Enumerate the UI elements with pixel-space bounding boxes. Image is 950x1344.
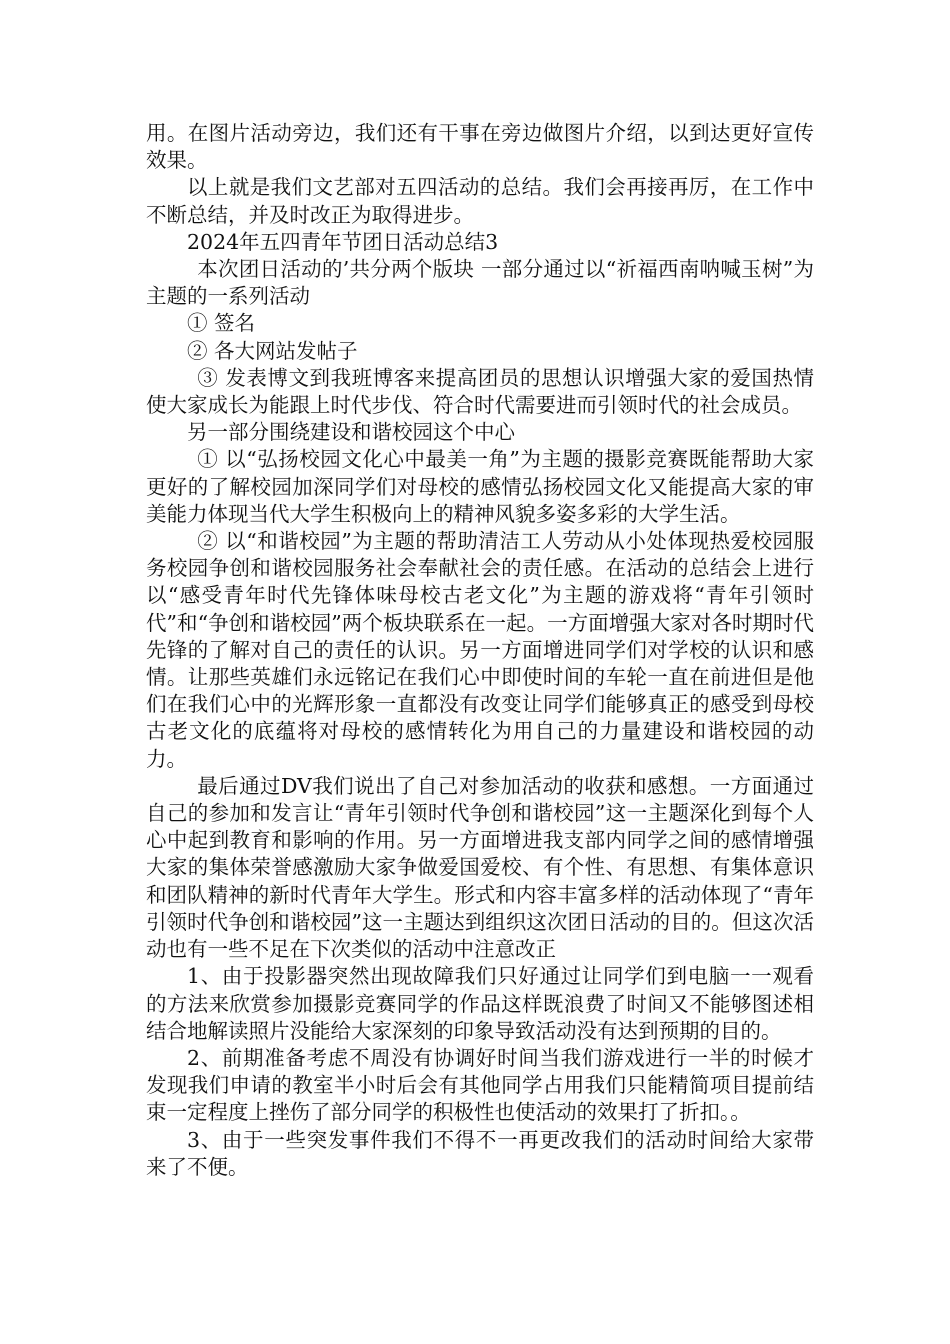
paragraph: 本次团日活动的’共分两个版块 一部分通过以“祈福西南呐喊玉树”为主题的一系列活动 <box>146 257 814 309</box>
list-item: 2、前期准备考虑不周没有协调好时间当我们游戏进行一半的时候才发现我们申请的教室半小时后会有其他同学占用我们只能精简项目提前结束一定程度上挫伤了部分同学的积极性也使活动的效果打了折扣。。 <box>146 1045 814 1125</box>
list-item: 3、由于一些突发事件我们不得不一再更改我们的活动时间给大家带来了不便。 <box>146 1127 814 1179</box>
paragraph: 另一部分围绕建设和谐校园这个中心 <box>187 420 515 445</box>
paragraph: 最后通过DV我们说出了自己对参加活动的收获和感想。一方面通过自己的参加和发言让“青年引领时代争创和谐校园”这一主题深化到每个人心中起到教育和影响的作用。另一方面增进我支部内同学之间的感情增强大家的集体荣誉感激励大家争做爱国爱校、有个性、有思想、有集体意识和团队精神的新时代青年大学生。形式和内容丰富多样的活动体现了“青年引领时代争创和谐校园”这一主题达到组织这次团日活动的目的。但这次活动也有一些不足在下次类似的活动中注意改正 <box>146 773 814 962</box>
list-item: ① 以“弘扬校园文化心中最美一角”为主题的摄影竞赛既能帮助大家更好的了解校园加深同学们对母校的感情弘扬校园文化又能提高大家的审美能力体现当代大学生积极向上的精神风貌多姿多彩的大学生活。 <box>146 447 814 526</box>
list-item: 1、由于投影器突然出现故障我们只好通过让同学们到电脑一一观看的方法来欣赏参加摄影竞赛同学的作品这样既浪费了时间又不能够图述相结合地解读照片没能给大家深刻的印象导致活动没有达到预期的目的。 <box>146 964 814 1043</box>
list-item: ③ 发表博文到我班博客来提高团员的思想认识增强大家的爱国热情使大家成长为能跟上时代步伐、符合时代需要进而引领时代的社会成员。 <box>146 365 814 418</box>
list-item: ② 以“和谐校园”为主题的帮助清洁工人劳动从小处体现热爱校园服务校园争创和谐校园服务社会奉献社会的责任感。在活动的总结会上进行以“感受青年时代先锋体味母校古老文化”为主题的游戏将“青年引领时代”和“争创和谐校园”两个板块联系在一起。一方面增强大家对各时期时代先锋的了解对自己的责任的认识。另一方面增进同学们对学校的认识和感情。让那些英雄们永远铭记在我们心中即使时间的车轮一直在前进但是他们在我们心中的光辉形象一直都没有改变让同学们能够真正的感受到母校古老文化的底蕴将对母校的感情转化为用自己的力量建设和谐校园的动力。 <box>146 529 814 771</box>
paragraph: 用。在图片活动旁边，我们还有干事在旁边做图片介绍，以到达更好宣传效果。 <box>146 121 814 173</box>
document-body <box>146 120 814 1181</box>
section-heading: 2024年五四青年节团日活动总结3 <box>187 229 499 254</box>
list-item: ② 各大网站发帖子 <box>187 338 358 363</box>
paragraph: 以上就是我们文艺部对五四活动的总结。我们会再接再厉，在工作中不断总结，并及时改正为取得进步。 <box>146 175 814 227</box>
list-item: ① 签名 <box>187 311 256 336</box>
